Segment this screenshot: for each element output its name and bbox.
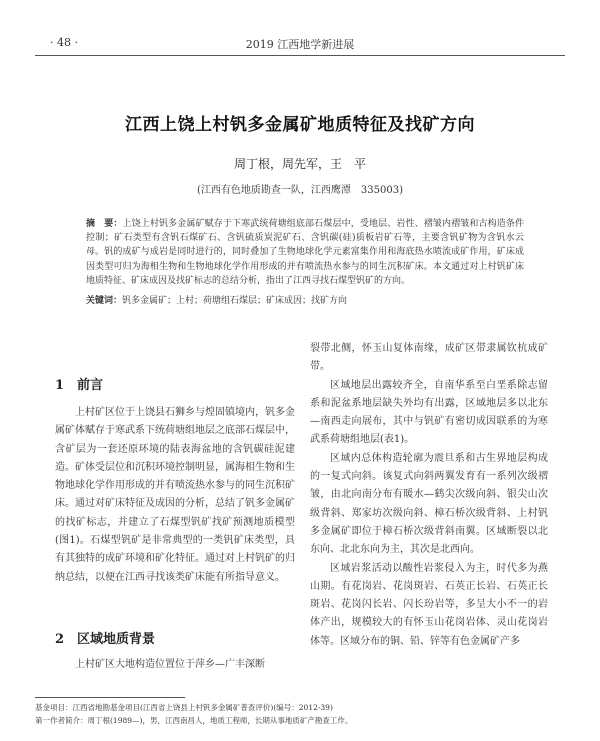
paragraph: 上村矿区位于上饶县石狮乡与煌固镇境内，钒多金属矿体赋存于寒武系下统荷塘组地层之底部石煤层中，含矿层为一套还原环境的陆表海盆地的含钒碳硅泥建造。矿体受层位和沉积环境控制明显，属海相生物和生物地球化学作用形成的并有喷流热水参与的同生沉积矿床。通过对矿床特征及成因的分析，总结了钒多金属矿的找矿标志，并建立了石煤型钒矿找矿预测地质模型(图1)。石煤型钒矿是非常典型的一类钒矿床类型，具有其独特的成矿环境和矿化特征。通过对上村钒矿的归纳总结，以便在江西寻找该类矿床能有所指导意义。 <box>55 407 295 583</box>
abstract-text: 上饶上村钒多金属矿赋存于下寒武统荷塘组底部石煤层中，受地层、岩性、褶皱内褶皱和古构造条件控制；矿石类型有含钒石煤矿石、含钒硫质炭泥矿石、含钒碳(硅)质板岩矿石等，主要含钒矿物为含钒水云母。钒的成矿与成岩是同时进行的，同时叠加了生物地球化学元素富集作用和海底热水喷流成矿作用，矿床成因类型可归为海相生物和生物地球化学作用形成的并有喷流热水参与的同生沉积矿床。本文通过对上村钒矿床地质特征、矿床成因及找矿标志的总结分析，指出了江西寻找石煤型钒矿的方向。 <box>86 219 524 286</box>
header-rule <box>35 55 565 56</box>
paragraph: 上村矿区大地构造位置位于萍乡—广丰深断 <box>75 659 265 670</box>
paragraph: 区域内总体构造轮廓为震旦系和古生界地层构成的一复式向斜。该复式向斜两翼发育有一系列次级褶皱，由北向南分布有暖水—鹤尖次级向斜、银尖山次级背斜、郑家坊次级向斜、樟石桥次级背斜、上村钒多金属矿即位于樟石桥次级背斜南翼。区域断裂以北东向、北北东向为主，其次是北西向。 <box>310 452 548 556</box>
footnote-author-bio: 第一作者简介：周丁根(1989—)，男，江西南昌人，地质工程师，长期从事地质矿产勘查工作。 <box>35 716 353 725</box>
paragraph: 区域岩浆活动以酸性岩浆侵入为主，时代多为燕山期。有花岗岩、花岗斑岩、石英正长岩、石英正长斑岩、花岗闪长岩、闪长玢岩等，多呈大小不一的岩体产出，规模较大的有怀玉山花岗岩体、灵山花岗岩体等。区域分布的铜、铅、锌等有色金属矿产多 <box>310 562 548 647</box>
paper-title: 江西上饶上村钒多金属矿地质特征及找矿方向 <box>125 115 475 135</box>
authors: 周丁根，周先军，王 平 <box>233 157 366 171</box>
journal-header: 2019 江西地学新进展 <box>245 38 355 51</box>
section-2-body <box>55 656 295 674</box>
keywords-label: 关键词： <box>86 296 123 306</box>
section-2-heading: 2 区域地质背景 <box>55 632 156 647</box>
page-number: · 48 · <box>50 36 78 49</box>
footnote-funding: 基金项目：江西省地勘基金项目(江西省上饶县上村钒多金属矿普查评价)(编号：2012-39) <box>35 703 333 712</box>
footnote-rule <box>35 697 185 698</box>
right-column-body <box>310 340 548 651</box>
abstract-label: 摘 要： <box>86 219 123 229</box>
keywords <box>86 294 524 308</box>
keywords-text: 钒多金属矿；上村；荷塘组石煤层；矿床成因；找矿方向 <box>122 296 348 306</box>
section-1-body <box>55 404 295 587</box>
paragraph: 区域地层出露较齐全，自南华系至白垩系除志留系和泥盆系地层缺失外均有出露，区域地层多以北东—南西走向展布，其中与钒矿有密切成因联系的为寒武系荷塘组地层(表1)。 <box>310 379 548 446</box>
abstract <box>86 217 524 288</box>
affiliation: (江西有色地质勘查一队，江西鹰潭 335003) <box>197 185 403 196</box>
section-1-heading: 1 前言 <box>55 378 104 393</box>
paragraph: 裂带北侧，怀玉山复体南缘，成矿区带隶属钦杭成矿带。 <box>310 343 548 373</box>
